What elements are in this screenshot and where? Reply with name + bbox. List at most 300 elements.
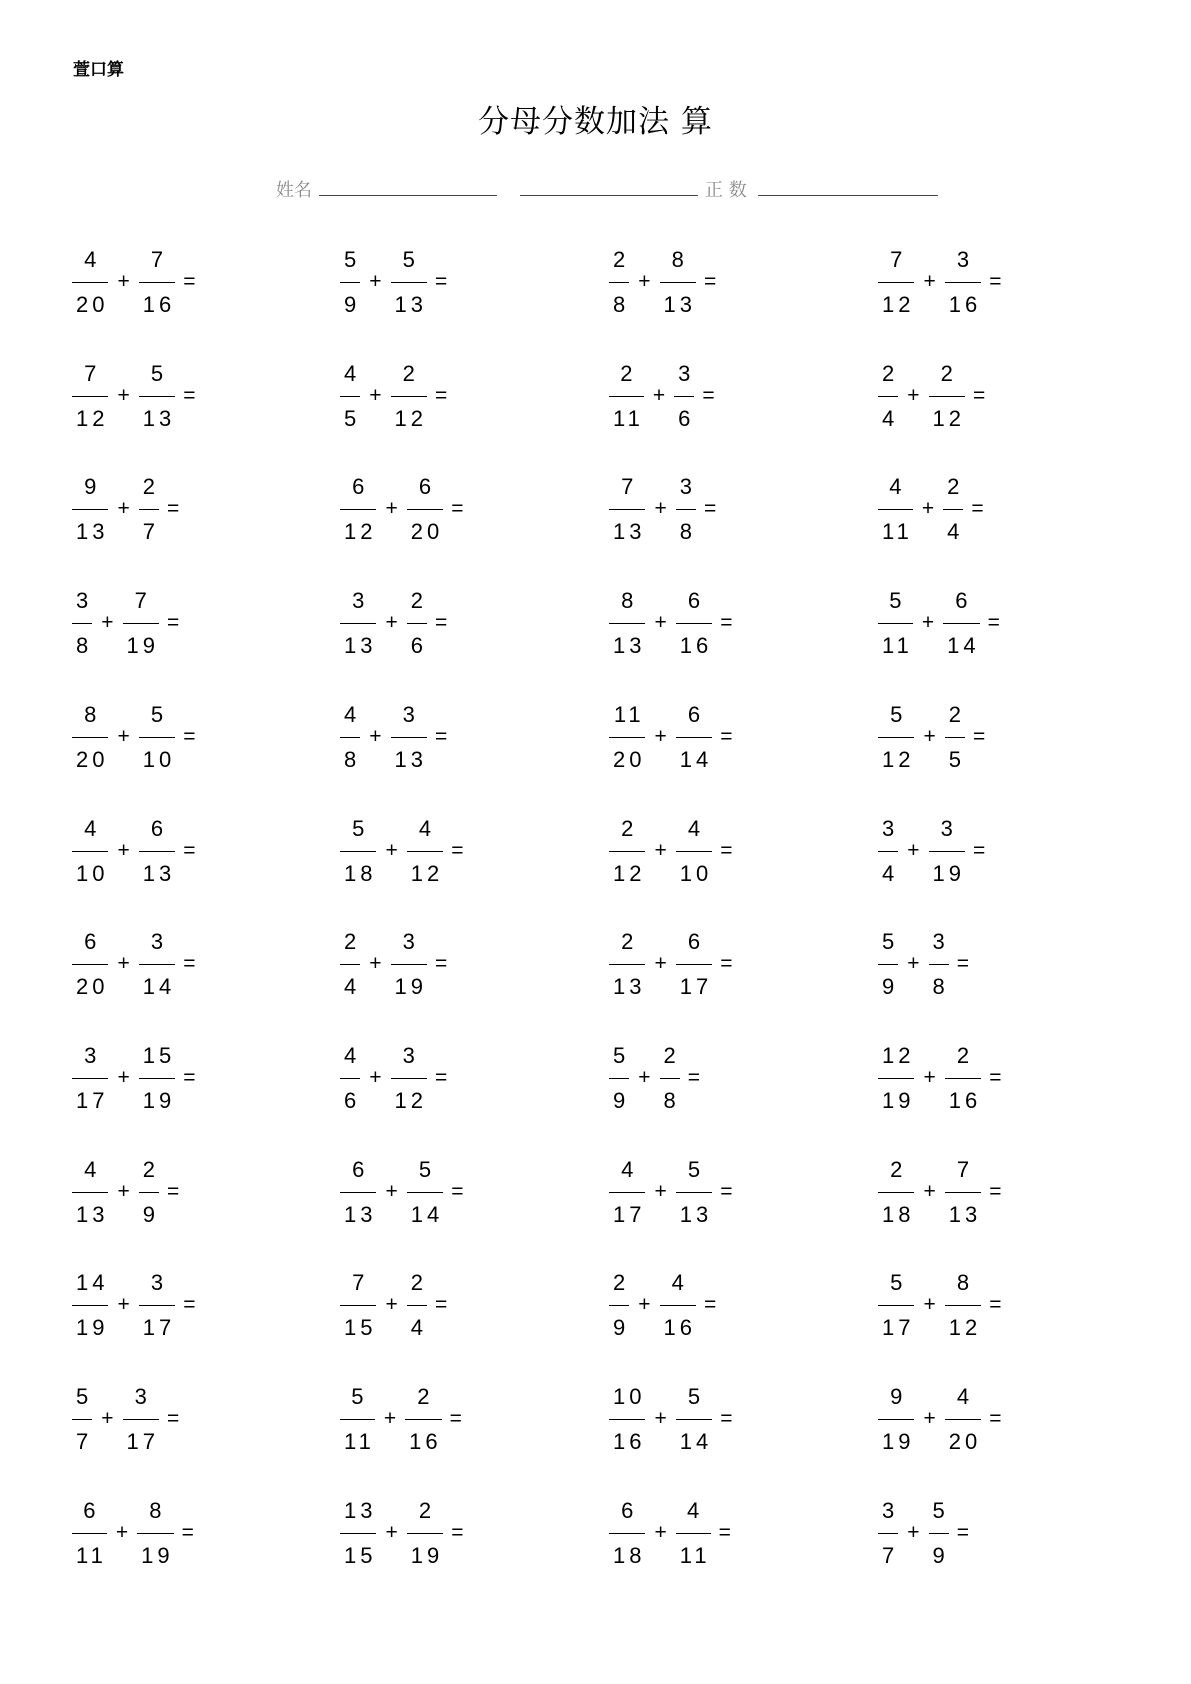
fraction-bar — [609, 396, 644, 397]
fraction-bar — [139, 964, 175, 965]
plus-sign: + — [369, 270, 382, 293]
plus-sign: + — [369, 952, 382, 976]
fraction-bar — [878, 1078, 914, 1079]
denominator: 17 — [142, 1315, 176, 1341]
fraction — [876, 1381, 916, 1457]
problem — [70, 356, 203, 436]
plus-sign: + — [115, 1520, 129, 1544]
fraction — [389, 358, 429, 434]
problem — [876, 697, 992, 777]
fraction — [674, 699, 714, 775]
fraction — [876, 1154, 916, 1230]
numerator: 8 — [84, 701, 101, 727]
fraction — [137, 1154, 161, 1230]
fraction-bar — [407, 509, 443, 510]
fraction-bar — [878, 964, 898, 965]
numerator: 3 — [932, 929, 949, 955]
problem — [607, 1265, 723, 1345]
denominator: 8 — [663, 1087, 680, 1113]
denominator: 17 — [882, 1315, 915, 1341]
equals-sign: = — [183, 952, 196, 976]
fraction — [607, 1381, 647, 1457]
equals-sign: = — [183, 270, 196, 293]
denominator: 6 — [410, 633, 427, 659]
denominator: 13 — [76, 1201, 109, 1227]
denominator: 4 — [882, 860, 899, 886]
denominator: 10 — [679, 860, 713, 886]
fraction-bar — [878, 737, 914, 738]
fraction — [137, 244, 177, 320]
fraction — [674, 926, 714, 1002]
fraction — [70, 699, 110, 775]
numerator: 5 — [889, 588, 906, 614]
fraction-bar — [72, 1078, 108, 1079]
denominator: 6 — [344, 1087, 361, 1113]
plus-sign: + — [921, 611, 935, 635]
problem — [876, 1265, 1009, 1345]
fraction-bar — [878, 623, 913, 624]
problem — [607, 356, 722, 436]
fraction — [876, 471, 915, 547]
denominator: 13 — [679, 1201, 713, 1227]
numerator: 5 — [402, 247, 419, 272]
problem — [338, 469, 471, 549]
numerator: 5 — [352, 815, 369, 841]
fraction — [135, 1495, 175, 1571]
numerator: 5 — [687, 1384, 705, 1409]
problem — [607, 242, 723, 322]
fraction-bar — [340, 1078, 360, 1079]
plus-sign: + — [923, 1065, 936, 1089]
fraction-bar — [137, 1533, 173, 1534]
numerator: 7 — [134, 588, 151, 614]
denominator: 7 — [142, 519, 159, 545]
denominator: 16 — [948, 292, 982, 317]
fraction-bar — [609, 1078, 629, 1079]
numerator: 3 — [352, 588, 369, 614]
denominator: 5 — [344, 405, 361, 431]
fraction — [943, 1267, 983, 1343]
numerator: 5 — [418, 1156, 436, 1182]
denominator: 5 — [948, 746, 965, 772]
fraction-bar — [72, 737, 108, 738]
problem — [607, 1493, 738, 1573]
numerator: 5 — [150, 701, 168, 727]
denominator: 12 — [882, 746, 915, 772]
denominator: 14 — [142, 974, 176, 1000]
fraction — [338, 699, 362, 775]
fraction-bar — [391, 1078, 427, 1079]
fraction — [672, 358, 696, 434]
fraction-bar — [139, 282, 175, 283]
numerator: 2 — [410, 588, 427, 614]
fraction — [943, 699, 967, 775]
fraction-bar — [676, 851, 712, 852]
fraction — [607, 926, 647, 1002]
fraction — [70, 1381, 94, 1457]
numerator: 2 — [142, 1156, 159, 1182]
fraction-bar — [123, 623, 159, 624]
fraction — [876, 1267, 916, 1343]
denominator: 9 — [344, 292, 361, 317]
plus-sign: + — [907, 1520, 920, 1544]
fraction — [137, 358, 177, 434]
equals-sign: = — [987, 611, 1000, 635]
problem — [876, 1379, 1009, 1459]
fraction — [389, 926, 429, 1002]
fraction-bar — [391, 737, 427, 738]
plus-sign: + — [385, 497, 398, 521]
equals-sign: = — [435, 611, 448, 635]
equals-sign: = — [720, 1407, 733, 1430]
denominator: 13 — [663, 292, 696, 317]
numerator: 2 — [344, 929, 361, 955]
problem — [70, 1379, 186, 1459]
fraction-bar — [878, 282, 914, 283]
denominator: 17 — [679, 974, 713, 1000]
fraction-bar — [878, 1192, 914, 1193]
fraction — [338, 1495, 378, 1571]
numerator: 2 — [947, 474, 964, 500]
numerator: 8 — [671, 247, 688, 272]
fraction-bar — [72, 1533, 107, 1534]
fraction-bar — [407, 851, 443, 852]
denominator: 11 — [882, 633, 913, 659]
plus-sign: + — [369, 383, 382, 407]
denominator: 19 — [410, 1542, 444, 1568]
fraction-bar — [676, 623, 712, 624]
equals-sign: = — [720, 838, 733, 862]
fraction-bar — [139, 737, 175, 738]
numerator: 2 — [890, 1156, 907, 1182]
numerator: 14 — [76, 1270, 109, 1296]
fraction — [674, 471, 698, 547]
denominator: 16 — [613, 1429, 646, 1454]
fraction-bar — [609, 737, 645, 738]
fraction-bar — [945, 1078, 981, 1079]
numerator: 4 — [956, 1384, 974, 1409]
denominator: 9 — [882, 974, 899, 1000]
denominator: 16 — [142, 292, 176, 317]
fraction — [70, 1040, 110, 1116]
problem — [70, 811, 203, 891]
equals-sign: = — [167, 611, 180, 635]
plus-sign: + — [369, 724, 382, 748]
numerator: 3 — [76, 588, 93, 614]
fraction-bar — [407, 1192, 443, 1193]
plus-sign: + — [117, 1065, 130, 1089]
fraction-bar — [139, 1305, 175, 1306]
equals-sign: = — [451, 497, 464, 521]
numerator: 6 — [687, 588, 705, 614]
fraction — [338, 585, 378, 661]
fraction-bar — [660, 1078, 680, 1079]
fraction — [607, 585, 647, 661]
fraction-bar — [945, 737, 965, 738]
fraction-bar — [878, 1419, 914, 1420]
fraction-bar — [676, 964, 712, 965]
fraction-bar — [676, 1419, 712, 1420]
problem — [607, 583, 740, 663]
corner-label: 萱口算 — [73, 60, 124, 80]
equals-sign: = — [720, 611, 733, 635]
equals-sign: = — [989, 1293, 1002, 1317]
plus-sign: + — [923, 1179, 936, 1203]
denominator: 20 — [410, 519, 444, 545]
numerator: 3 — [84, 1042, 101, 1068]
denominator: 19 — [394, 974, 427, 1000]
denominator: 12 — [394, 1087, 427, 1113]
problem — [876, 1152, 1009, 1232]
plus-sign: + — [117, 383, 130, 407]
denominator: 12 — [948, 1315, 982, 1341]
equals-sign: = — [704, 1293, 717, 1317]
denominator: 13 — [394, 292, 427, 317]
denominator: 19 — [932, 860, 965, 886]
equals-sign: = — [435, 724, 448, 748]
denominator: 9 — [932, 1542, 949, 1568]
numerator: 5 — [150, 360, 168, 386]
fraction — [674, 813, 714, 889]
equals-sign: = — [704, 270, 717, 293]
denominator: 13 — [394, 746, 427, 772]
numerator: 3 — [882, 1497, 899, 1523]
fraction-bar — [609, 851, 645, 852]
fraction — [338, 471, 378, 547]
denominator: 15 — [344, 1542, 377, 1568]
numerator: 5 — [932, 1497, 949, 1523]
denominator: 16 — [663, 1315, 696, 1341]
denominator: 19 — [76, 1315, 109, 1341]
problem — [70, 1152, 186, 1232]
fraction-bar — [609, 1305, 629, 1306]
plus-sign: + — [638, 270, 651, 293]
numerator: 7 — [621, 474, 638, 500]
denominator: 13 — [613, 519, 646, 545]
problem — [338, 1265, 454, 1345]
plus-sign: + — [654, 838, 667, 862]
equals-sign: = — [720, 724, 733, 748]
denominator: 4 — [882, 405, 899, 431]
numerator: 2 — [613, 1270, 630, 1296]
numerator: 5 — [344, 247, 361, 272]
numerator: 8 — [956, 1270, 974, 1296]
fraction-bar — [340, 282, 360, 283]
numerator: 10 — [613, 1384, 646, 1409]
fraction-bar — [72, 1192, 108, 1193]
fraction-bar — [340, 737, 360, 738]
denominator: 13 — [344, 1201, 377, 1227]
fraction — [338, 1381, 377, 1457]
fraction — [607, 1495, 647, 1571]
denominator: 20 — [76, 746, 109, 772]
fraction — [137, 471, 161, 547]
denominator: 18 — [613, 1542, 646, 1568]
numerator: 13 — [344, 1497, 377, 1523]
fraction — [607, 1267, 631, 1343]
problem — [70, 583, 186, 663]
fraction-bar — [929, 851, 965, 852]
denominator: 8 — [76, 633, 93, 659]
equals-sign: = — [989, 270, 1002, 293]
problem — [70, 924, 203, 1004]
denominator: 13 — [142, 860, 176, 886]
fraction — [70, 926, 110, 1002]
fraction-bar — [72, 1419, 92, 1420]
equals-sign: = — [989, 1407, 1002, 1430]
denominator: 12 — [344, 519, 377, 545]
plus-sign: + — [923, 724, 936, 748]
fraction-bar — [405, 1419, 441, 1420]
problem — [70, 242, 203, 322]
numerator: 6 — [687, 701, 705, 727]
plus-sign: + — [921, 497, 935, 521]
problem — [70, 697, 203, 777]
blank-line — [520, 195, 698, 196]
fraction — [607, 1040, 631, 1116]
equals-sign: = — [435, 270, 448, 293]
fraction-bar — [139, 1192, 159, 1193]
problem — [876, 811, 992, 891]
fraction-bar — [72, 509, 108, 510]
fraction — [876, 699, 916, 775]
numerator: 3 — [678, 360, 695, 386]
problem — [876, 924, 976, 1004]
denominator: 17 — [613, 1201, 646, 1227]
fraction-bar — [878, 851, 898, 852]
problem — [876, 356, 992, 436]
fraction — [943, 1381, 983, 1457]
plus-sign: + — [654, 1520, 667, 1544]
numerator: 6 — [352, 1156, 369, 1182]
fraction — [70, 1267, 110, 1343]
fraction — [943, 1154, 983, 1230]
problem — [70, 1038, 203, 1118]
fraction — [70, 585, 94, 661]
denominator: 17 — [126, 1429, 159, 1454]
fraction-bar — [407, 623, 427, 624]
fraction — [338, 1267, 378, 1343]
fraction-bar — [609, 1419, 645, 1420]
fraction — [876, 358, 900, 434]
plus-sign: + — [117, 1293, 130, 1317]
fraction-bar — [945, 1419, 981, 1420]
fraction-bar — [340, 1305, 376, 1306]
fraction — [405, 1267, 429, 1343]
fraction — [674, 1154, 714, 1230]
numerator: 4 — [687, 815, 705, 841]
plus-sign: + — [907, 383, 920, 407]
plus-sign: + — [117, 270, 130, 293]
numerator: 5 — [882, 929, 899, 955]
numerator: 2 — [613, 247, 630, 272]
plus-sign: + — [654, 1407, 667, 1430]
numerator: 4 — [84, 1156, 101, 1182]
problem — [338, 242, 454, 322]
numerator: 2 — [417, 1384, 434, 1409]
plus-sign: + — [101, 611, 114, 635]
numerator: 3 — [956, 247, 974, 272]
fraction-bar — [929, 396, 965, 397]
equals-sign: = — [183, 1293, 196, 1317]
denominator: 19 — [882, 1429, 915, 1454]
fraction — [121, 585, 161, 661]
fraction — [658, 1267, 698, 1343]
fraction-bar — [340, 1192, 376, 1193]
denominator: 11 — [613, 405, 644, 431]
fraction — [338, 244, 362, 320]
denominator: 12 — [882, 292, 915, 317]
numerator: 2 — [663, 1042, 680, 1068]
fraction — [927, 926, 951, 1002]
numerator: 2 — [948, 701, 965, 727]
plus-sign: + — [907, 952, 920, 976]
numerator: 4 — [621, 1156, 638, 1182]
equals-sign: = — [181, 1520, 194, 1544]
equals-sign: = — [989, 1179, 1002, 1203]
denominator: 7 — [882, 1542, 899, 1568]
numerator: 15 — [142, 1042, 176, 1068]
fraction-bar — [72, 623, 92, 624]
fraction — [607, 1154, 647, 1230]
fraction-bar — [72, 282, 108, 283]
denominator: 9 — [613, 1315, 630, 1341]
plus-sign: + — [907, 838, 920, 862]
plus-sign: + — [117, 724, 130, 748]
numerator: 7 — [956, 1156, 974, 1182]
fraction — [674, 585, 714, 661]
fraction-bar — [391, 964, 427, 965]
equals-sign: = — [973, 724, 986, 748]
fraction — [941, 585, 981, 661]
fraction — [607, 699, 647, 775]
fraction-bar — [340, 396, 360, 397]
denominator: 13 — [613, 974, 646, 1000]
equals-sign: = — [435, 383, 448, 407]
plus-sign: + — [652, 383, 666, 407]
numerator: 2 — [142, 474, 159, 500]
fraction-bar — [609, 1533, 645, 1534]
numerator: 2 — [940, 360, 957, 386]
equals-sign: = — [167, 1407, 180, 1430]
fraction — [405, 471, 445, 547]
denominator: 20 — [76, 292, 109, 317]
fraction-bar — [407, 1533, 443, 1534]
fraction — [405, 1495, 445, 1571]
plus-sign: + — [117, 497, 130, 521]
plus-sign: + — [923, 1407, 936, 1430]
denominator: 16 — [409, 1429, 442, 1454]
numerator: 4 — [344, 360, 361, 386]
problem — [876, 583, 1007, 663]
fraction — [941, 471, 965, 547]
denominator: 16 — [679, 633, 713, 659]
fraction — [338, 926, 362, 1002]
numerator: 2 — [621, 815, 638, 841]
problem — [338, 1493, 471, 1573]
denominator: 14 — [947, 633, 980, 659]
equals-sign: = — [451, 838, 464, 862]
fraction — [607, 358, 646, 434]
problem — [607, 1152, 740, 1232]
fraction-bar — [929, 1533, 949, 1534]
equals-sign: = — [167, 1179, 180, 1203]
numerator: 2 — [402, 360, 419, 386]
problem — [607, 1038, 707, 1118]
numerator: 2 — [620, 360, 637, 386]
fraction — [137, 1267, 177, 1343]
equals-sign: = — [451, 1520, 464, 1544]
